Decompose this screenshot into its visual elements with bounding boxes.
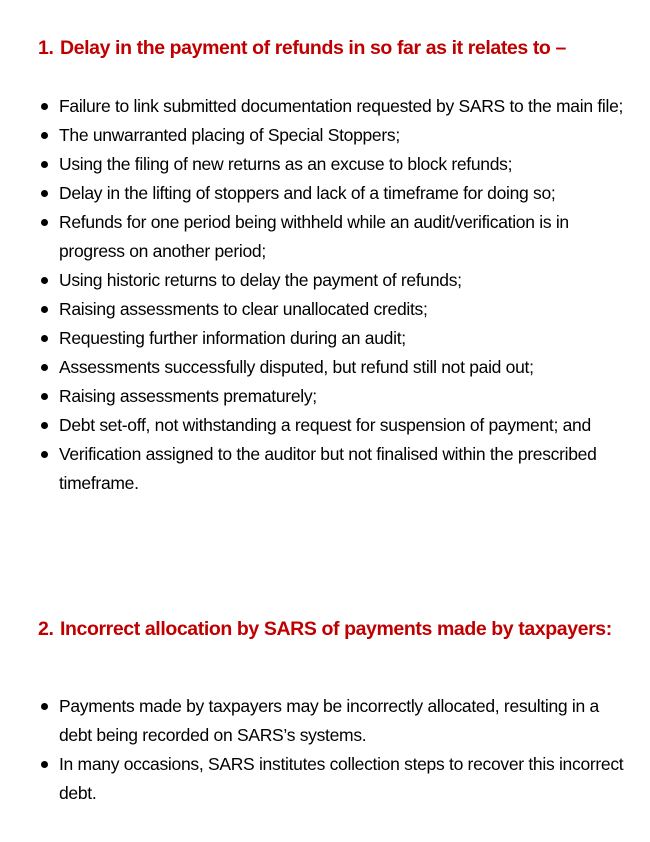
list-item bbox=[38, 208, 628, 266]
list-item-text: In many occasions, SARS institutes collection steps to recover this incorrect debt. bbox=[59, 754, 624, 803]
bullet-icon bbox=[38, 440, 59, 498]
bullet-icon bbox=[38, 266, 59, 295]
section-1-heading bbox=[38, 33, 628, 63]
list-item bbox=[38, 382, 628, 411]
section-2-title: Incorrect allocation by SARS of payments made by taxpayers: bbox=[60, 618, 612, 640]
section-1-list bbox=[38, 92, 628, 498]
bullet-icon bbox=[38, 92, 59, 121]
list-item-text: Delay in the lifting of stoppers and lack of a timeframe for doing so; bbox=[59, 183, 556, 203]
list-item bbox=[38, 324, 628, 353]
bullet-icon bbox=[38, 295, 59, 324]
bullet-icon bbox=[38, 692, 59, 750]
section-2-number: 2. bbox=[38, 618, 54, 640]
list-item-text: Using historic returns to delay the payment of refunds; bbox=[59, 270, 462, 290]
list-item bbox=[38, 295, 628, 324]
list-item-text: Using the filing of new returns as an excuse to block refunds; bbox=[59, 154, 513, 174]
list-item-text: Verification assigned to the auditor but not finalised within the prescribed timeframe. bbox=[59, 444, 597, 493]
list-item bbox=[38, 353, 628, 382]
bullet-icon bbox=[38, 750, 59, 808]
list-item-text: Payments made by taxpayers may be incorrectly allocated, resulting in a debt being recorded on SARS’s systems. bbox=[59, 696, 599, 745]
list-item bbox=[38, 150, 628, 179]
section-1-number: 1. bbox=[38, 37, 54, 59]
section-2-list bbox=[38, 692, 628, 808]
bullet-icon bbox=[38, 121, 59, 150]
list-item bbox=[38, 440, 628, 498]
list-item-text: Raising assessments to clear unallocated credits; bbox=[59, 299, 428, 319]
bullet-icon bbox=[38, 150, 59, 179]
section-1-title: Delay in the payment of refunds in so far as it relates to – bbox=[60, 37, 566, 59]
list-item bbox=[38, 179, 628, 208]
list-item-text: Debt set-off, not withstanding a request for suspension of payment; and bbox=[59, 415, 591, 435]
bullet-icon bbox=[38, 382, 59, 411]
list-item-text: The unwarranted placing of Special Stoppers; bbox=[59, 125, 400, 145]
list-item bbox=[38, 92, 628, 121]
list-item-text: Refunds for one period being withheld while an audit/verification is in progress on another period; bbox=[59, 212, 569, 261]
bullet-icon bbox=[38, 179, 59, 208]
list-item-text: Raising assessments prematurely; bbox=[59, 386, 317, 406]
list-item bbox=[38, 266, 628, 295]
bullet-icon bbox=[38, 353, 59, 382]
list-item-text: Failure to link submitted documentation requested by SARS to the main file; bbox=[59, 96, 624, 116]
list-item bbox=[38, 121, 628, 150]
list-item bbox=[38, 692, 628, 750]
section-2-heading bbox=[38, 614, 628, 644]
list-item bbox=[38, 411, 628, 440]
bullet-icon bbox=[38, 208, 59, 266]
list-item-text: Requesting further information during an audit; bbox=[59, 328, 406, 348]
bullet-icon bbox=[38, 411, 59, 440]
list-item bbox=[38, 750, 628, 808]
list-item-text: Assessments successfully disputed, but refund still not paid out; bbox=[59, 357, 534, 377]
bullet-icon bbox=[38, 324, 59, 353]
